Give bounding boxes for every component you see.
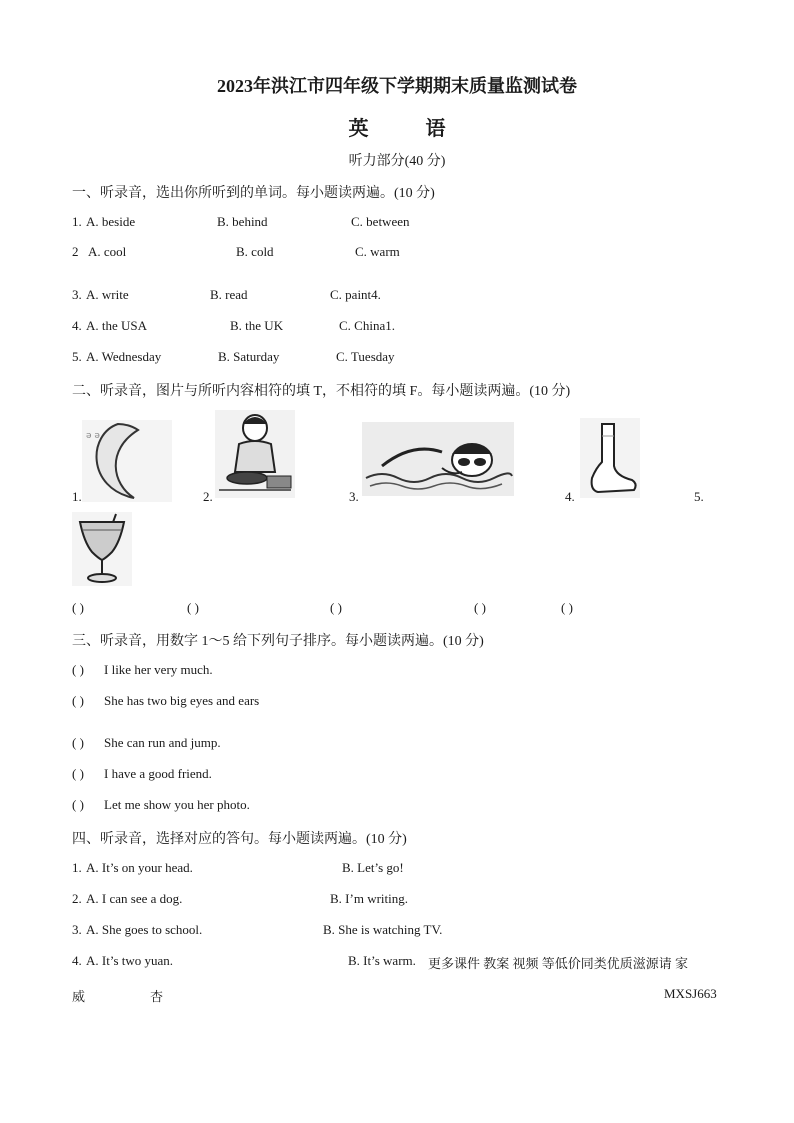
- juice-glass-picture: [72, 512, 132, 586]
- sentence-text: She has two big eyes and ears: [104, 693, 260, 708]
- answer-blank-3[interactable]: ( ): [330, 600, 342, 615]
- sentence-text: Let me show you her photo.: [104, 797, 250, 812]
- item-number: 4.: [72, 953, 82, 968]
- answer-blank-4[interactable]: ( ): [474, 600, 486, 615]
- footer-code: MXSJ663: [664, 986, 717, 1001]
- option-a: A. cool: [88, 244, 127, 259]
- svg-text:ə ə: ə ə: [86, 431, 100, 441]
- option-c: C. warm: [355, 244, 400, 259]
- option-a: A. the USA: [86, 318, 148, 333]
- option-a: A. I can see a dog.: [86, 891, 183, 906]
- option-a: A. write: [86, 287, 129, 302]
- item-number: 5.: [72, 349, 82, 364]
- answer-blank-1[interactable]: ( ): [72, 600, 84, 615]
- option-c: C. China1.: [339, 318, 395, 333]
- option-b: B. Saturday: [218, 349, 280, 364]
- option-b: B. Let’s go!: [342, 860, 404, 875]
- picture-label-4: 4.: [565, 489, 575, 504]
- picture-label-3: 3.: [349, 489, 359, 504]
- item-number: 1.: [72, 860, 82, 875]
- item-number: 2.: [72, 891, 82, 906]
- sentence-text: I have a good friend.: [104, 766, 212, 781]
- option-a: A. It’s on your head.: [86, 860, 193, 875]
- answer-blank-2[interactable]: ( ): [187, 600, 199, 615]
- footer-char-1: 威: [72, 989, 86, 1004]
- option-a: A. Wednesday: [86, 349, 162, 364]
- option-b: B. cold: [236, 244, 274, 259]
- item-number: 3.: [72, 287, 82, 302]
- section-4-heading: 四、听录音，选择对应的答句。每小题读两遍。(10 分): [72, 832, 407, 847]
- option-a: A. She goes to school.: [86, 922, 203, 937]
- sentence-text: She can run and jump.: [104, 735, 221, 750]
- picture-label-1: 1.: [72, 489, 82, 504]
- option-b: B. read: [210, 287, 248, 302]
- option-c: C. paint4.: [330, 287, 381, 302]
- order-blank[interactable]: ( ): [72, 797, 84, 812]
- option-b: B. I’m writing.: [330, 891, 408, 906]
- option-b: B. It’s warm.: [348, 953, 416, 968]
- swimming-boy-picture: [362, 422, 514, 496]
- footer-char-2: 杏: [150, 989, 164, 1004]
- option-a: A. beside: [86, 214, 136, 229]
- page-title: 2023年洪江市四年级下学期期末质量监测试卷: [217, 76, 577, 96]
- picture-label-5: 5.: [694, 489, 704, 504]
- picture-label-2: 2.: [203, 489, 213, 504]
- section-3-heading: 三、听录音，用数字 1～5 给下列句子排序。每小题读两遍。(10 分): [72, 634, 484, 649]
- option-b: B. behind: [217, 214, 268, 229]
- section-2-heading: 二、听录音，图片与所听内容相符的填 T，不相符的填 F。每小题读两遍。(10 分): [72, 384, 571, 399]
- subject-title: 英 语: [348, 118, 472, 140]
- order-blank[interactable]: ( ): [72, 735, 84, 750]
- part-heading: 听力部分(40 分): [348, 154, 446, 169]
- order-blank[interactable]: ( ): [72, 662, 84, 677]
- foot-picture: [580, 418, 640, 498]
- answer-blank-5[interactable]: ( ): [561, 600, 573, 615]
- option-c: C. between: [351, 214, 410, 229]
- cooking-boy-picture: [215, 410, 295, 498]
- section-1-heading: 一、听录音，选出你所听到的单词。每小题读两遍。(10 分): [72, 186, 435, 201]
- item-number: 1.: [72, 214, 82, 229]
- order-blank[interactable]: ( ): [72, 693, 84, 708]
- option-c: C. Tuesday: [336, 349, 395, 364]
- order-blank[interactable]: ( ): [72, 766, 84, 781]
- option-b: B. the UK: [230, 318, 284, 333]
- option-a: A. It’s two yuan.: [86, 953, 174, 968]
- item-number: 3.: [72, 922, 82, 937]
- promo-text: 更多课件 教案 视频 等低价同类优质滋源请 家: [428, 956, 689, 971]
- sentence-text: I like her very much.: [104, 662, 213, 677]
- item-number: 4.: [72, 318, 82, 333]
- moon-picture: [82, 420, 172, 502]
- option-b: B. She is watching TV.: [323, 922, 443, 937]
- item-number: 2: [72, 244, 79, 259]
